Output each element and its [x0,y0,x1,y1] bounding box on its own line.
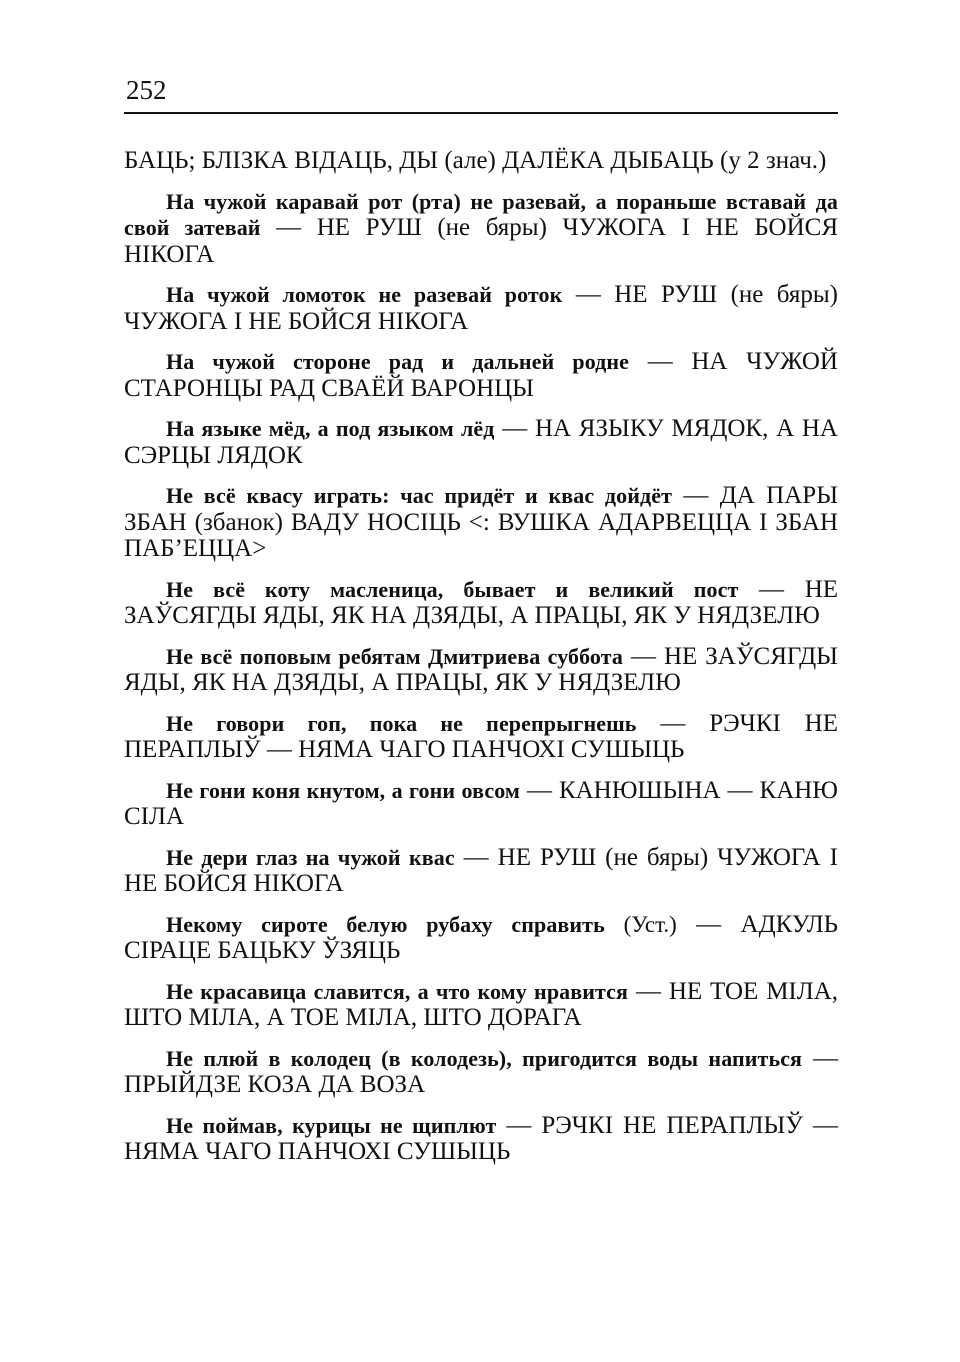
russian-proverb: На чужой ломоток не разевай роток [166,282,563,307]
entry [124,1113,838,1166]
russian-proverb: Не говори гоп, пока не перепрыгнешь [166,710,637,736]
page-header [124,72,838,114]
russian-proverb: На чужой каравай рот (рта) не разевай, а пораньше вставай да свой затевай [124,188,838,240]
entry-dash: — [628,977,669,1005]
russian-proverb: На чужой стороне рад и дальней родне [166,349,630,374]
russian-proverb: Некому сироте белую рубаху справить [166,911,605,937]
entry-dash: — [562,281,615,308]
entry-dash: — [496,1111,542,1139]
belarusian-equivalent: ДА ПАРЫ ЗБАН (збанок) ВАДУ НОСІЦЬ <: ВУШКА АДАРВЕЦЦА І ЗБАН ПАБ’ЕЦЦА> [124,482,838,562]
belarusian-equivalent: НЕ ТОЕ МІЛА, ШТО МІЛА, А ТОЕ МІЛА, ШТО ДОРАГА [124,977,839,1031]
belarusian-equivalent: НЕ РУШ (не бяры) ЧУЖОГА І НЕ БОЙСЯ НІКОГА [124,281,839,335]
russian-proverb: Не гони коня кнутом, а гони овсом [166,777,520,803]
entry [124,979,838,1032]
entry-continuation [124,148,838,175]
entry-dash: — [494,415,535,442]
usage-note: (Уст.) [604,911,677,937]
entry-dash: — [738,575,805,603]
russian-proverb: На языке мёд, а под языком лёд [166,416,495,441]
belarusian-equivalent: КАНЮШЫНА — КАНЮ СІЛА [124,776,839,830]
entry [124,349,838,402]
russian-proverb: Не плюй в колодец (в колодезь), пригодится воды напиться [166,1045,803,1071]
entry [124,416,838,469]
entry [124,577,838,630]
page-number: 252 [126,75,167,105]
entry [124,845,838,898]
entry [124,189,838,269]
russian-proverb: Не всё коту масленица, бывает и великий пост [166,576,739,602]
belarusian-equivalent: НА ЯЗЫКУ МЯДОК, А НА СЭРЦЫ ЛЯДОК [124,415,838,469]
russian-proverb: Не поймав, курицы не щиплют [166,1112,497,1138]
entry [124,483,838,563]
entry-dash: — [454,843,498,871]
belarusian-equivalent: РЭЧКІ НЕ ПЕРАПЛЫЎ — НЯМА ЧАГО ПАНЧОХІ СУШЫЦЬ [124,709,839,763]
russian-proverb: Не дери глаз на чужой квас [166,844,455,870]
belarusian-equivalent: РЭЧКІ НЕ ПЕРАПЛЫЎ — НЯМА ЧАГО ПАНЧОХІ СУШЫЦЬ [124,1111,839,1165]
belarusian-equivalent: АДКУЛЬ СІРАЦЕ БАЦЬКУ ЎЗЯЦЬ [124,910,839,964]
belarusian-equivalent: ПРЫЙДЗЕ КОЗА ДА ВОЗА [124,1071,426,1098]
entry-dash: — [260,214,317,241]
entries-list [124,148,838,1180]
belarusian-equivalent: БАЦЬ; БЛІЗКА ВІДАЦЬ, ДЫ (але) ДАЛЁКА ДЫБАЦЬ (у 2 знач.) [124,147,827,174]
entry-dash: — [629,348,692,375]
belarusian-equivalent: НА ЧУЖОЙ СТАРОНЦЫ РАД СВАЁЙ ВАРОНЦЫ [124,348,838,402]
entry [124,644,838,697]
entry [124,1046,838,1099]
header-rule [124,112,838,114]
russian-proverb: Не всё квасу играть: час придёт и квас дойдёт [166,483,672,508]
entry-dash: — [802,1044,839,1072]
entry-dash: — [676,910,741,938]
entry-dash: — [672,482,720,509]
russian-proverb: Не всё поповым ребятам Дмитриева суббота [166,643,624,669]
entry [124,912,838,965]
entry [124,778,838,831]
belarusian-equivalent: НЕ ЗАЎСЯГДЫ ЯДЫ, ЯК НА ДЗЯДЫ, А ПРАЦЫ, ЯК У НЯДЗЕЛЮ [124,642,838,696]
entry [124,711,838,764]
belarusian-equivalent: НЕ РУШ (не бяры) ЧУЖОГА І НЕ БОЙСЯ НІКОГА [124,843,838,897]
entry-dash: — [636,709,710,737]
russian-proverb: Не красавица славится, а что кому нравится [166,978,629,1004]
entry [124,282,838,335]
entry-dash: — [623,642,664,670]
belarusian-equivalent: НЕ РУШ (не бяры) ЧУЖОГА І НЕ БОЙСЯ НІКОГА [124,214,838,268]
entry-dash: — [519,776,559,804]
belarusian-equivalent: НЕ ЗАЎСЯГДЫ ЯДЫ, ЯК НА ДЗЯДЫ, А ПРАЦЫ, ЯК У НЯДЗЕЛЮ [124,575,839,629]
